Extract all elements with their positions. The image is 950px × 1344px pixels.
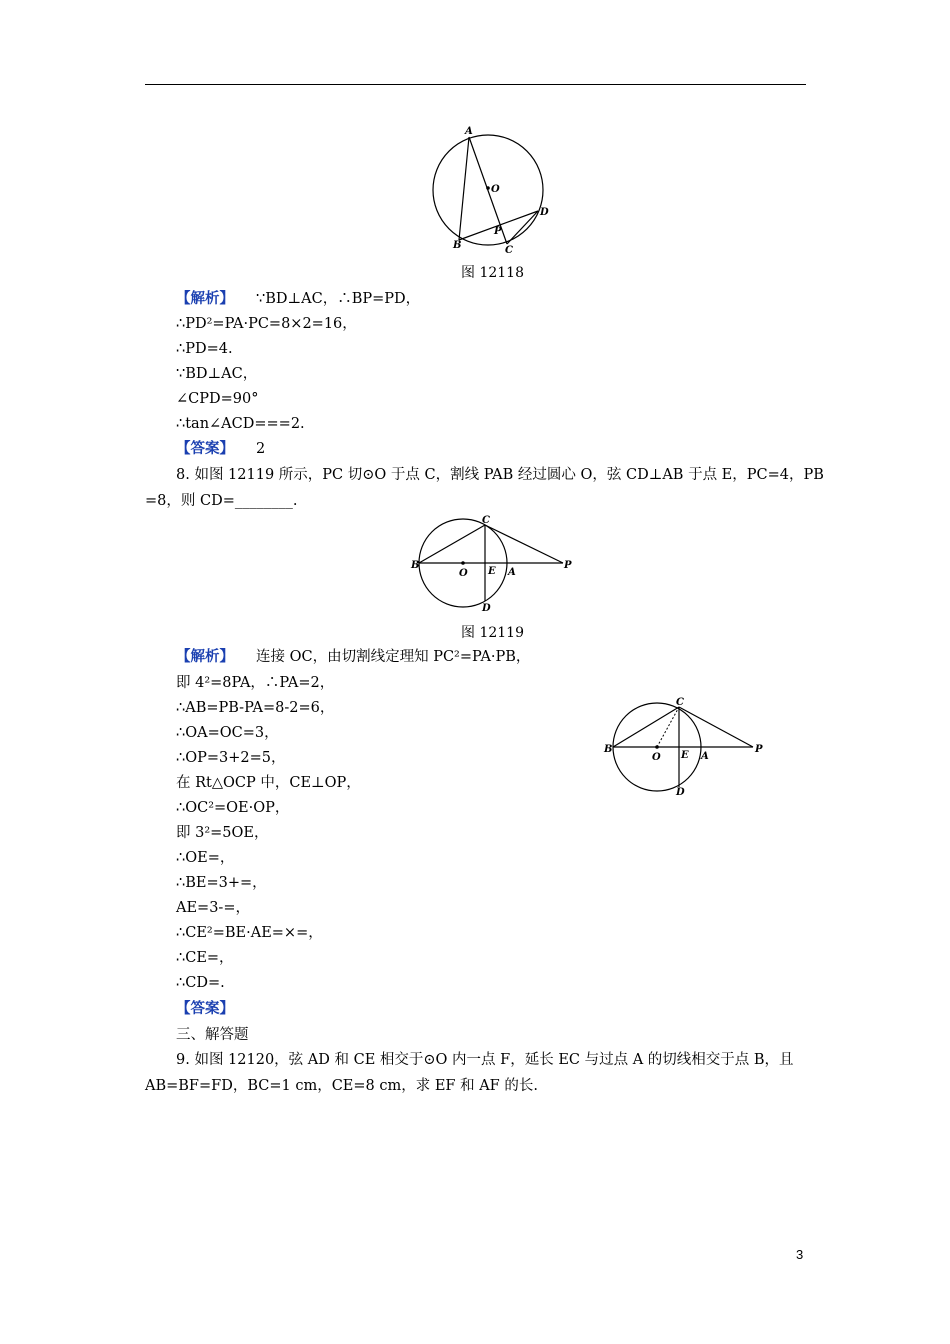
sol8-line-8: ∴OE=， bbox=[176, 850, 235, 866]
fig3-label-c: C bbox=[676, 697, 684, 708]
sol7-line-2: ∴PD²=PA·PC=8×2=16， bbox=[176, 316, 357, 332]
answer-tag-2: 【答案】 bbox=[176, 1000, 234, 1017]
page-number: 3 bbox=[796, 1247, 804, 1262]
section-heading: 三、解答题 bbox=[176, 1027, 249, 1043]
q8-line-2: =8，则 CD=________. bbox=[145, 493, 298, 509]
fig2-label-b: B bbox=[411, 560, 420, 571]
fig2-label-a: A bbox=[508, 567, 516, 578]
q9-line-2: AB=BF=FD，BC=1 cm，CE=8 cm，求 EF 和 AF 的长. bbox=[145, 1078, 538, 1094]
fig2-label-p: P bbox=[564, 560, 572, 571]
fig3-label-b: B bbox=[604, 744, 613, 755]
sol7-line-1: ∵BD⊥AC，∴BP=PD， bbox=[256, 291, 421, 307]
figure-solution-8 bbox=[600, 695, 775, 800]
fig2-label-e: E bbox=[488, 566, 496, 577]
sol8-line-2: ∴AB=PB-PA=8-2=6， bbox=[176, 700, 335, 716]
sol8-line-7: 即 3²=5OE， bbox=[176, 825, 269, 841]
q9-line-1: 9. 如图 12120，弦 AD 和 CE 相交于⊙O 内一点 F，延长 EC 与过点 A 的切线相交于点 B，且 bbox=[176, 1052, 794, 1068]
fig3-label-o: O bbox=[652, 752, 661, 763]
fig3-label-p: P bbox=[755, 744, 763, 755]
fig3-label-e: E bbox=[681, 750, 689, 761]
sol8-line-11: ∴CE²=BE·AE=×=， bbox=[176, 925, 323, 941]
sol8-line-1: 即 4²=8PA，∴PA=2， bbox=[176, 675, 335, 691]
fig2-label-c: C bbox=[482, 515, 490, 526]
analysis-tag-2: 【解析】 bbox=[176, 648, 234, 665]
fig3-label-d: D bbox=[676, 787, 685, 798]
sol7-line-6: ∴tan∠ACD===2. bbox=[176, 416, 305, 432]
sol8-line-6: ∴OC²=OE·OP， bbox=[176, 800, 290, 816]
sol8-line-10: AE=3-=， bbox=[176, 900, 250, 916]
fig1-label-p: P bbox=[494, 226, 502, 237]
sol7-line-3: ∴PD=4. bbox=[176, 341, 233, 357]
fig1-label-d: D bbox=[540, 207, 549, 218]
sol8-line-13: ∴CD=. bbox=[176, 975, 225, 991]
figure-12118 bbox=[425, 122, 555, 257]
sol8-line-4: ∴OP=3+2=5， bbox=[176, 750, 286, 766]
answer-tag: 【答案】 bbox=[176, 440, 234, 457]
fig1-label-c: C bbox=[505, 245, 513, 256]
analysis-tag: 【解析】 bbox=[176, 290, 234, 307]
figure-12119 bbox=[408, 512, 578, 617]
sol8-line-5: 在 Rt△OCP 中，CE⊥OP， bbox=[176, 775, 361, 791]
fig1-label-a: A bbox=[465, 126, 473, 137]
fig2-label-o: O bbox=[459, 568, 468, 579]
sol8-first-line: 连接 OC，由切割线定理知 PC²=PA·PB， bbox=[256, 649, 531, 665]
fig1-caption: 图 12118 bbox=[461, 265, 524, 281]
sol7-line-5: ∠CPD=90° bbox=[176, 391, 259, 407]
sol8-line-3: ∴OA=OC=3， bbox=[176, 725, 279, 741]
sol7-answer: 2 bbox=[256, 441, 266, 457]
sol8-line-12: ∴CE=， bbox=[176, 950, 234, 966]
sol8-line-9: ∴BE=3+=， bbox=[176, 875, 267, 891]
sol7-line-4: ∵BD⊥AC， bbox=[176, 366, 258, 382]
fig2-caption: 图 12119 bbox=[461, 625, 524, 641]
fig1-label-b: B bbox=[453, 240, 462, 251]
header-rule bbox=[145, 84, 806, 85]
fig3-label-a: A bbox=[701, 751, 709, 762]
fig1-label-o: O bbox=[491, 184, 500, 195]
fig2-label-d: D bbox=[482, 603, 491, 614]
q8-line-1: 8. 如图 12119 所示，PC 切⊙O 于点 C，割线 PAB 经过圆心 O，弦 CD⊥AB 于点 E，PC=4，PB bbox=[176, 467, 824, 483]
